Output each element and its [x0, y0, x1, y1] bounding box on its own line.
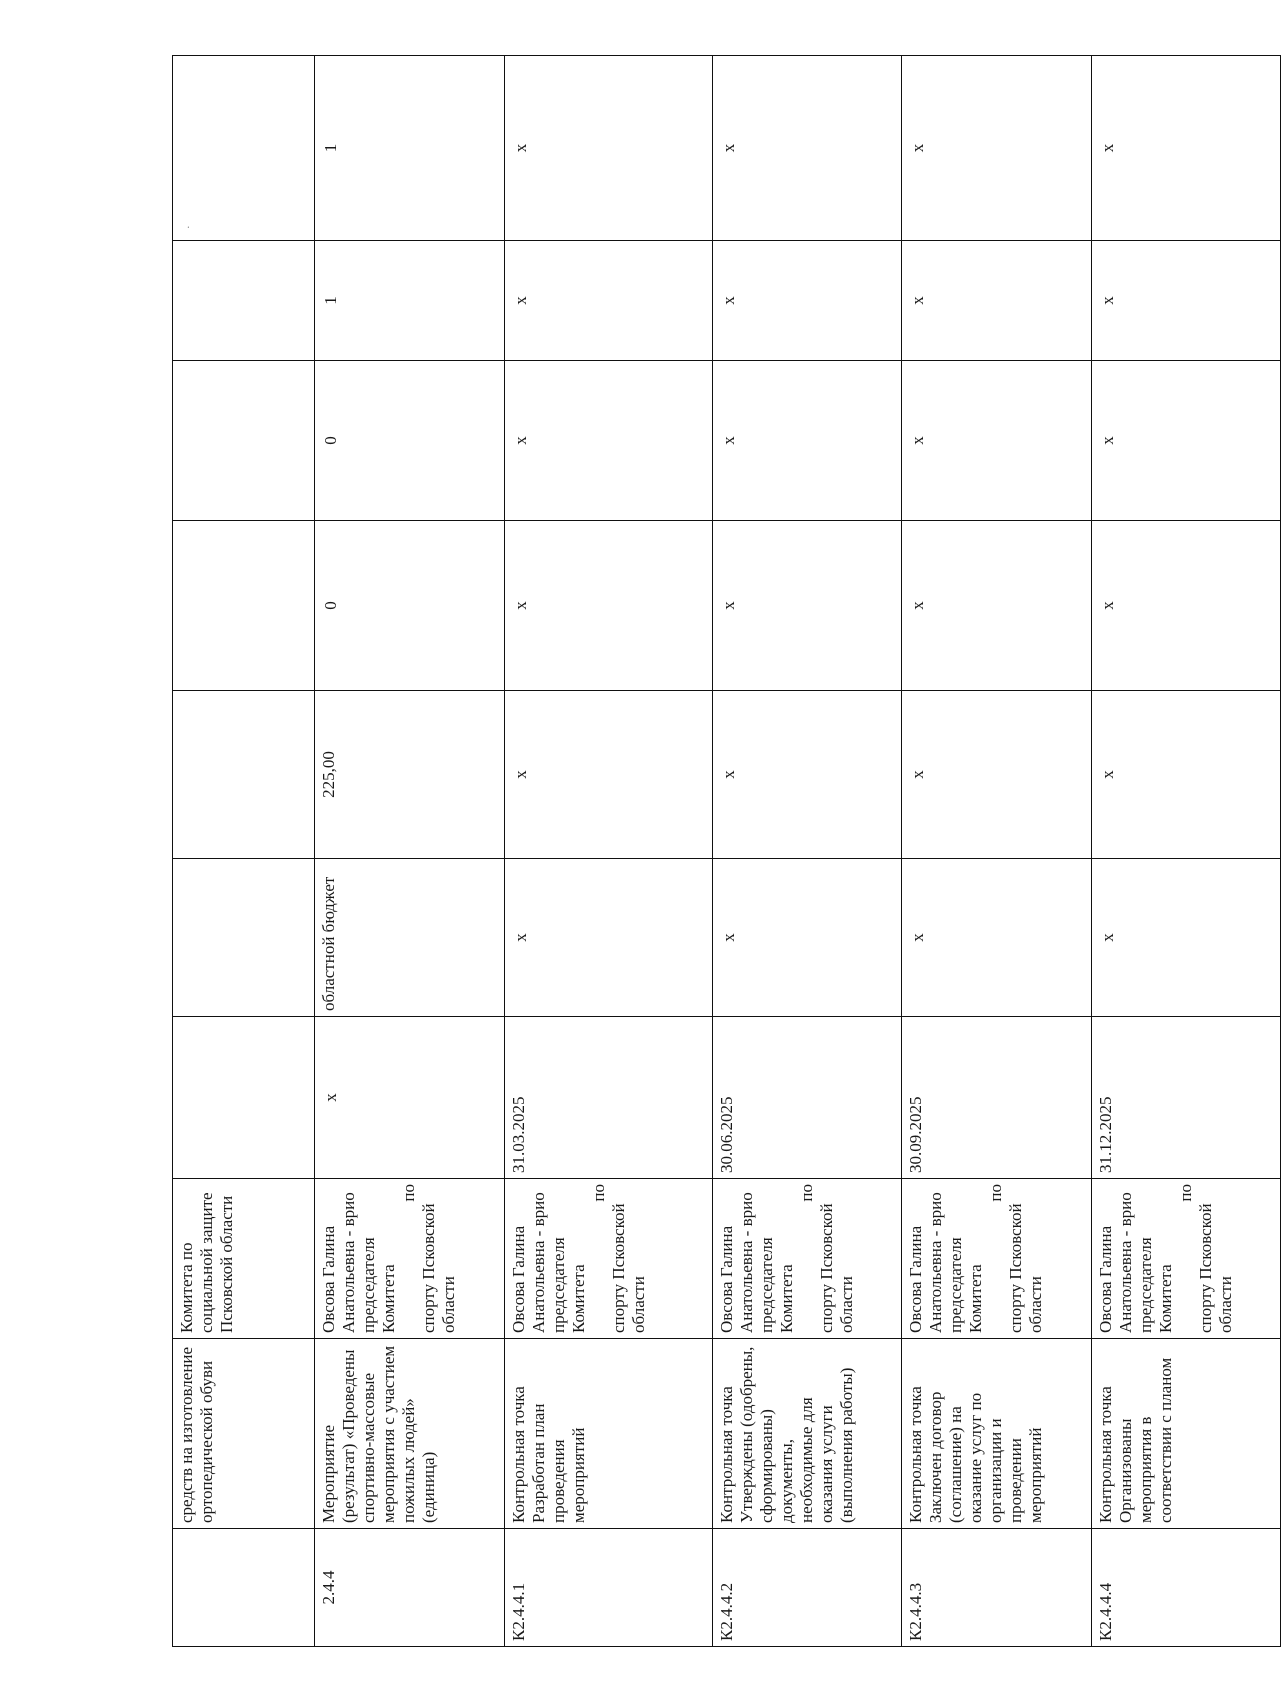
cell-value-4: x: [712, 56, 901, 241]
cell-date: 30.09.2025: [902, 1017, 1091, 1179]
cell-responsible: [173, 1179, 315, 1339]
resp-text: Овсова Галина Анатольевна - врио председателя Комитета: [1095, 1192, 1175, 1333]
cell-responsible: [1091, 1179, 1280, 1339]
cell-amount: 225,00: [315, 691, 504, 859]
resp-text: Овсова Галина Анатольевна - врио председателя Комитета: [319, 1192, 399, 1333]
cell-date: 31.12.2025: [1091, 1017, 1280, 1179]
cell-code: К2.4.4.3: [902, 1529, 1091, 1647]
cell-value-3: [173, 241, 315, 361]
cell-name: Контрольная точка Организованы мероприятия в соответствии с планом: [1091, 1339, 1280, 1529]
resp-text-po: по: [1175, 1184, 1195, 1202]
cell-value-3: 1: [315, 241, 504, 361]
cell-value-3: x: [902, 241, 1091, 361]
cell-value-4: x: [504, 56, 712, 241]
cell-code: К2.4.4.4: [1091, 1529, 1280, 1647]
resp-text-end: спорту Псковской области: [1195, 1203, 1235, 1333]
table-row: [712, 56, 901, 1647]
table-row: [1091, 56, 1280, 1647]
cell-date: 31.03.2025: [504, 1017, 712, 1179]
cell-code: [173, 1529, 315, 1647]
cell-source: [173, 859, 315, 1017]
cell-value-1: x: [712, 521, 901, 691]
cell-amount: x: [902, 691, 1091, 859]
resp-text-end: спорту Псковской области: [608, 1203, 648, 1333]
cell-source: x: [902, 859, 1091, 1017]
cell-name: Контрольная точка Разработан план проведения мероприятий: [504, 1339, 712, 1529]
cell-value-1: [173, 521, 315, 691]
resp-text-end: спорту Псковской области: [419, 1203, 459, 1333]
table-body: [173, 56, 1281, 1647]
resp-text-end: спорту Псковской области: [1006, 1203, 1046, 1333]
cell-source: x: [712, 859, 901, 1017]
resp-text: Комитета по социальной защите Псковской области: [177, 1192, 236, 1333]
cell-value-2: 0: [315, 361, 504, 521]
cell-name: средств на изготовление ортопедической обуви: [173, 1339, 315, 1529]
cell-value-4: x: [1091, 56, 1280, 241]
cell-name: Мероприятие (результат) «Проведены спортивно-массовые мероприятия с участием пожилых людей» (единица): [315, 1339, 504, 1529]
resp-text-po: по: [986, 1184, 1006, 1202]
cell-value-1: 0: [315, 521, 504, 691]
cell-code: К2.4.4.2: [712, 1529, 901, 1647]
cell-code: 2.4.4: [315, 1529, 504, 1647]
cell-name: Контрольная точка Заключен договор (соглашение) на оказание услуг по организации и проведении мероприятий: [902, 1339, 1091, 1529]
cell-value-1: x: [902, 521, 1091, 691]
cell-responsible: [504, 1179, 712, 1339]
cell-source: областной бюджет: [315, 859, 504, 1017]
cell-value-2: x: [902, 361, 1091, 521]
resp-text: Овсова Галина Анатольевна - врио председателя Комитета: [508, 1192, 588, 1333]
cell-value-1: x: [1091, 521, 1280, 691]
cell-responsible: [315, 1179, 504, 1339]
resp-text-po: по: [796, 1184, 816, 1202]
cell-amount: [173, 691, 315, 859]
cell-value-2: x: [504, 361, 712, 521]
cell-amount: x: [712, 691, 901, 859]
table-row: [504, 56, 712, 1647]
table-row: [315, 56, 504, 1647]
resp-text-po: по: [399, 1184, 419, 1202]
scan-dot: ·: [183, 225, 195, 229]
cell-responsible: [712, 1179, 901, 1339]
table-row: [902, 56, 1091, 1647]
cell-value-2: x: [1091, 361, 1280, 521]
cell-value-2: [173, 361, 315, 521]
resp-text: Овсова Галина Анатольевна - врио председателя Комитета: [716, 1192, 796, 1333]
cell-date: [173, 1017, 315, 1179]
resp-text-po: по: [588, 1184, 608, 1202]
cell-value-2: x: [712, 361, 901, 521]
cell-date: x: [315, 1017, 504, 1179]
cell-value-4: [173, 56, 315, 241]
cell-amount: x: [504, 691, 712, 859]
table-row: [173, 56, 315, 1647]
cell-name: Контрольная точка Утверждены (одобрены, сформированы) документы, необходимые для оказания услуги (выполнения работы): [712, 1339, 901, 1529]
cell-value-4: x: [902, 56, 1091, 241]
cell-value-1: x: [504, 521, 712, 691]
cell-amount: x: [1091, 691, 1280, 859]
resp-text: Овсова Галина Анатольевна - врио председателя Комитета: [906, 1192, 986, 1333]
cell-date: 30.06.2025: [712, 1017, 901, 1179]
cell-code: К2.4.4.1: [504, 1529, 712, 1647]
cell-value-3: x: [712, 241, 901, 361]
resp-text-end: спорту Псковской области: [816, 1203, 856, 1333]
cell-value-4: 1: [315, 56, 504, 241]
cell-source: x: [504, 859, 712, 1017]
cell-source: x: [1091, 859, 1280, 1017]
cell-value-3: x: [504, 241, 712, 361]
plan-table: [172, 55, 1281, 1647]
cell-responsible: [902, 1179, 1091, 1339]
rotated-page: [172, 56, 1281, 1647]
cell-value-3: x: [1091, 241, 1280, 361]
